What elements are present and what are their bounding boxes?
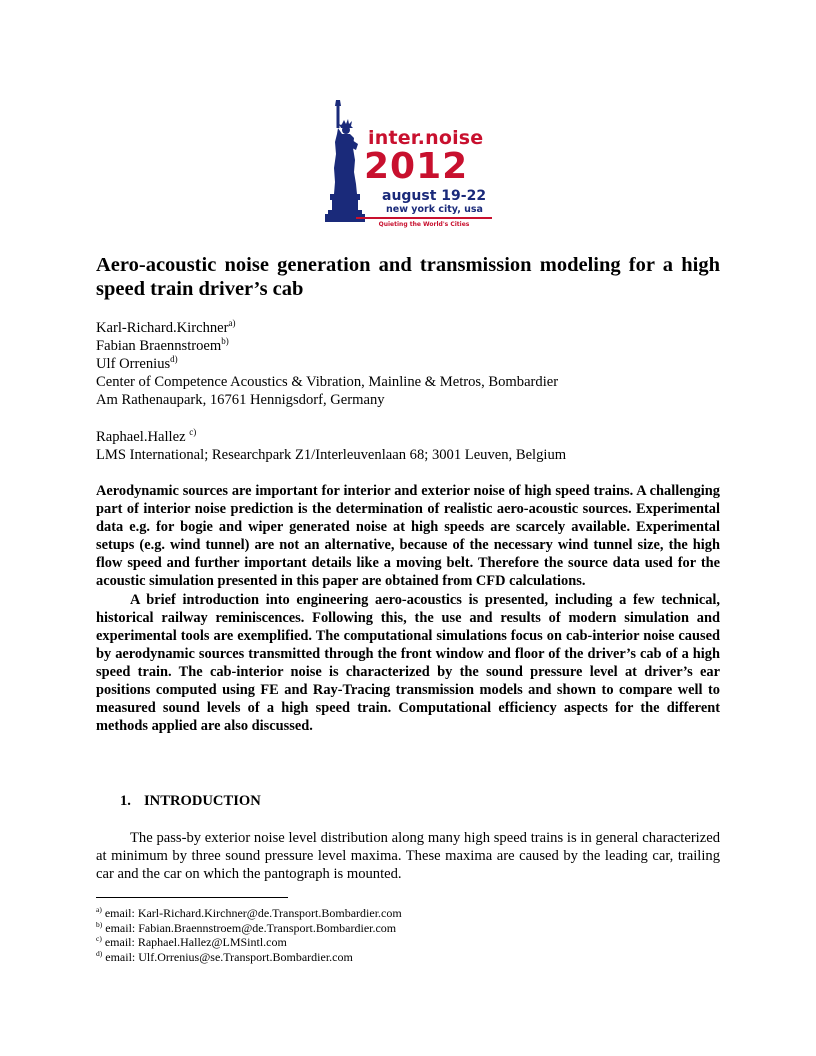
author-block-lms xyxy=(96,428,736,464)
author-mark: d) xyxy=(170,354,178,365)
footnote-text: email: Raphael.Hallez@LMSintl.com xyxy=(101,935,287,949)
author-name: Raphael.Hallez xyxy=(96,429,190,445)
footnote xyxy=(96,906,402,921)
author-mark: c) xyxy=(189,427,197,438)
abstract xyxy=(96,482,720,735)
logo-location: new york city, usa xyxy=(386,204,483,215)
section-title: INTRODUCTION xyxy=(144,793,261,809)
footnotes xyxy=(96,906,402,964)
statue-of-liberty-icon xyxy=(322,98,366,224)
logo-wordmark: inter.noise xyxy=(368,127,484,149)
section-heading xyxy=(120,792,261,810)
footnote-mark: a) xyxy=(96,905,102,914)
abstract-paragraph: Aerodynamic sources are important for interior and exterior noise of high speed trains. A challenging part of interior noise prediction is the determination of realistic aero-acoustic sources. Experimental data e.g. for bogie and wiper generated noise at high speeds are scarcely available. Experimental setups (e.g. wind tunnel) are not an alternative, because of the necessary wind tunnel size, the high flow speed and further important details like a moving belt. Therefore the source data used for the acoustic simulation presented in this paper are obtained from CFD calculations. xyxy=(96,483,720,590)
logo-year: 2012 xyxy=(364,146,469,187)
footnote-mark: b) xyxy=(96,919,103,929)
footnote xyxy=(96,950,402,965)
author-line xyxy=(96,319,736,337)
author-mark: b) xyxy=(221,336,229,347)
author-name: Fabian Braennstroem xyxy=(96,338,222,354)
author-mark: a) xyxy=(228,318,236,329)
footnote-mark: d) xyxy=(96,948,103,958)
abstract-paragraph: A brief introduction into engineering aero-acoustics is presented, including a few technical, historical railway reminiscences. Following this, the use and results of modern simulation and experimental tools are exemplified. The computational simulations focus on cab-interior noise caused by aerodynamic sources transmitted through the front window and floor of the driver’s cab of a high speed train. The cab-interior noise is characterized by the sound pressure level at driver’s ear positions computed using FE and Ray-Tracing transmission models and shown to compare well to measured sound levels of a high speed train. Computational efficiency aspects for the different methods applied are also discussed. xyxy=(96,591,720,735)
footnote-text: email: Ulf.Orrenius@se.Transport.Bombardier.com xyxy=(102,949,353,964)
affiliation-line: LMS International; Researchpark Z1/Interleuvenlaan 68; 3001 Leuven, Belgium xyxy=(96,447,567,463)
author-line xyxy=(96,337,736,355)
body-paragraph: The pass-by exterior noise level distribution along many high speed trains is in general characterized at minimum by three sound pressure level maxima. These maxima are caused by the leading car, trailing car and the car on which the pantograph is mounted. xyxy=(96,830,720,882)
paper-title: Aero-acoustic noise generation and transmission modeling for a high speed train driver’s cab xyxy=(96,254,720,300)
author-block-bombardier xyxy=(96,319,736,409)
footnote-text: email: Fabian.Braennstroem@de.Transport.Bombardier.com xyxy=(102,920,397,935)
logo-dates: august 19-22 xyxy=(382,188,487,204)
conference-logo xyxy=(322,98,494,234)
footnote-divider xyxy=(96,897,288,898)
logo-divider xyxy=(356,217,492,219)
footnote xyxy=(96,921,402,936)
author-line xyxy=(96,428,736,446)
affiliation-line: Center of Competence Acoustics & Vibration, Mainline & Metros, Bombardier xyxy=(96,374,559,390)
author-name: Ulf Orrenius xyxy=(96,356,171,372)
footnote-text: email: Karl-Richard.Kirchner@de.Transport.Bombardier.com xyxy=(101,906,402,920)
logo-tagline: Quieting the World's Cities xyxy=(378,221,470,228)
affiliation-line: Am Rathenaupark, 16761 Hennigsdorf, Germany xyxy=(96,392,385,408)
section-number: 1. xyxy=(120,793,131,809)
author-name: Karl-Richard.Kirchner xyxy=(96,320,229,336)
author-line xyxy=(96,355,736,373)
footnote xyxy=(96,935,402,950)
footnote-mark: c) xyxy=(96,934,102,943)
